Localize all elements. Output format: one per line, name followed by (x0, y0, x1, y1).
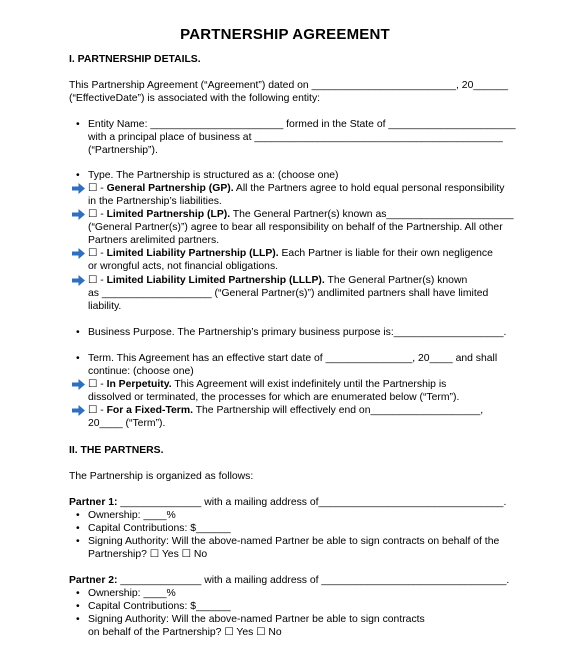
right-arrow-icon (72, 183, 85, 194)
section-heading-partners: II. THE PARTNERS. (69, 445, 164, 456)
lp-desc-2: (“General Partner(s)”) agree to bear all responsibility on behalf of the Partnership. All other (88, 222, 503, 233)
business-purpose: • Business Purpose. The Partnership’s primary business purpose is:___________________. (88, 326, 506, 339)
checkbox-gp[interactable]: ☐ - (88, 183, 107, 194)
partner-1-capital: • Capital Contributions: $______ (88, 522, 231, 535)
lllp-desc-3: liability. (88, 301, 122, 312)
lp-desc-3: Partners arelimited partners. (88, 235, 220, 246)
partner-2-capital: • Capital Contributions: $______ (88, 600, 231, 613)
perpetuity-desc: This Agreement will exist indefinitely until the Partnership is (171, 379, 447, 390)
partner-1-ownership: • Ownership: ____% (88, 509, 176, 522)
option-lp[interactable] (88, 208, 514, 221)
right-arrow-icon (72, 248, 85, 259)
partner-1-address: ______________ with a mailing address of________________________________. (117, 497, 507, 508)
intro-line-1: This Partnership Agreement (“Agreement”) dated on _________________________, 20______ (69, 80, 509, 91)
partner-2-address: ______________ with a mailing address of ________________________________. (117, 575, 510, 586)
right-arrow-icon (72, 379, 85, 390)
intro-line-2: (“EffectiveDate”) is associated with the following entity: (69, 93, 321, 104)
checkbox-fixed-term[interactable]: ☐ - (88, 405, 107, 416)
llp-label: Limited Liability Partnership (LLP). (106, 248, 279, 259)
lp-desc: The General Partner(s) known as______________________ (230, 209, 514, 220)
right-arrow-icon (72, 209, 85, 220)
option-lllp[interactable] (88, 274, 467, 287)
lllp-label: Limited Liability Limited Partnership (LLLP). (106, 275, 325, 286)
option-gp[interactable] (88, 182, 505, 195)
checkbox-llp[interactable]: ☐ - (88, 248, 107, 259)
fixed-term-desc-2: 20____ (“Term”). (88, 418, 166, 429)
option-llp[interactable] (88, 247, 493, 260)
checkbox-lp[interactable]: ☐ - (88, 209, 107, 220)
partner-1-label: Partner 1: (69, 497, 118, 508)
llp-desc-2: or wrongful acts, not financial obligations. (88, 261, 279, 272)
type-intro: • Type. The Partnership is structured as a: (choose one) (88, 169, 338, 182)
checkbox-lllp[interactable]: ☐ - (88, 275, 107, 286)
checkbox-perpetuity[interactable]: ☐ - (88, 379, 107, 390)
gp-label: General Partnership (GP). (106, 183, 234, 194)
partner-1-signing-2[interactable]: Partnership? ☐ Yes ☐ No (88, 549, 208, 560)
gp-desc: All the Partners agree to hold equal personal responsibility (233, 183, 505, 194)
document-title: PARTNERSHIP AGREEMENT (180, 26, 390, 43)
perpetuity-label: In Perpetuity. (106, 379, 172, 390)
llp-desc: Each Partner is liable for their own negligence (278, 248, 493, 259)
section-heading-details: I. PARTNERSHIP DETAILS. (69, 54, 201, 65)
lllp-desc: The General Partner(s) known (324, 275, 468, 286)
partner-2-line (69, 574, 509, 587)
option-perpetuity[interactable] (88, 378, 446, 391)
entity-partnership-line: (“Partnership”). (88, 145, 158, 156)
fixed-term-label: For a Fixed-Term. (106, 405, 193, 416)
partner-1-line (69, 496, 506, 509)
partner-2-ownership: • Ownership: ____% (88, 587, 176, 600)
fixed-term-desc: The Partnership will effectively end on___________________, (192, 405, 484, 416)
partner-2-label: Partner 2: (69, 575, 118, 586)
option-fixed-term[interactable] (88, 404, 483, 417)
term-line-1: • Term. This Agreement has an effective start date of _______________, 20____ and shall (88, 352, 497, 365)
right-arrow-icon (72, 275, 85, 286)
lp-label: Limited Partnership (LP). (106, 209, 231, 220)
lllp-desc-2: as ___________________ (“General Partner(s)”) andlimited partners shall have limited (88, 288, 489, 299)
partner-1-signing-1: • Signing Authority: Will the above-named Partner be able to sign contracts on behalf of the (88, 535, 499, 548)
gp-desc-2: in the Partnership’s liabilities. (88, 196, 222, 207)
perpetuity-desc-2: dissolved or terminated, the processes for which are enumerated below (“Term”). (88, 392, 460, 403)
term-line-2: continue: (choose one) (88, 366, 194, 377)
partner-2-signing-2[interactable]: on behalf of the Partnership? ☐ Yes ☐ No (88, 627, 282, 638)
right-arrow-icon (72, 405, 85, 416)
partner-2-signing-1: • Signing Authority: Will the above-named Partner be able to sign contracts (88, 613, 425, 626)
partners-intro: The Partnership is organized as follows: (69, 471, 254, 482)
entity-address-line: with a principal place of business at ___________________________________________ (88, 132, 503, 143)
entity-name-line: • Entity Name: _______________________ formed in the State of ______________________ (88, 118, 516, 131)
